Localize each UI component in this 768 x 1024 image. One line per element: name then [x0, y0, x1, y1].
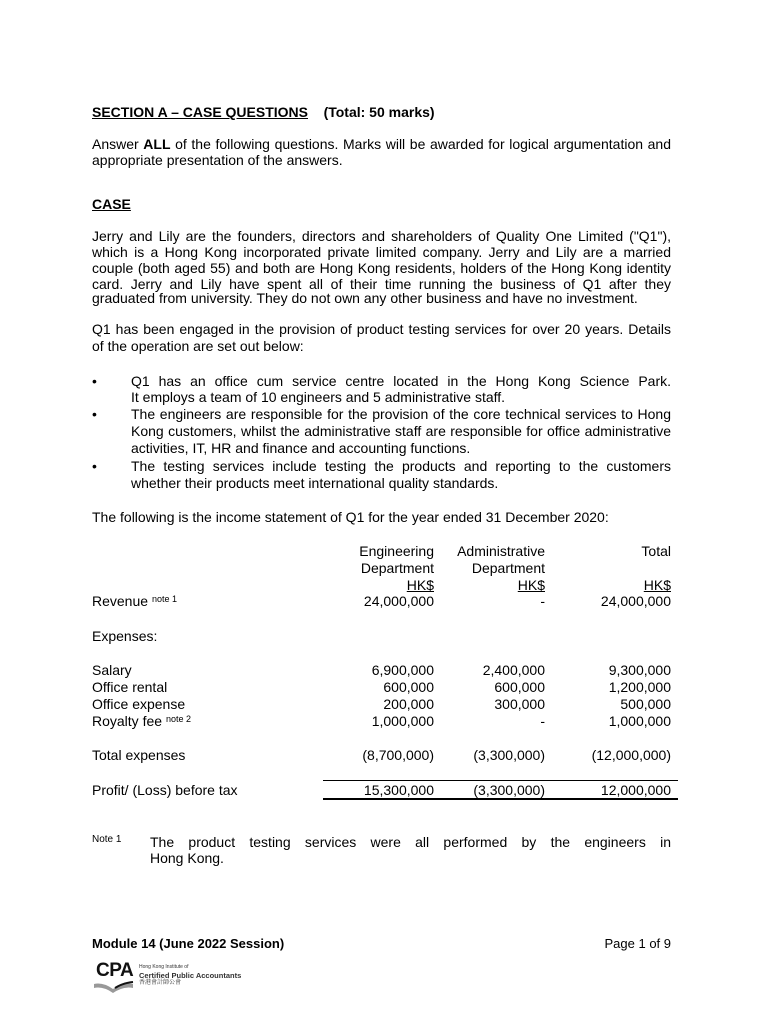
- profit-label: Profit/ (Loss) before tax: [92, 782, 238, 798]
- case-heading: CASE: [92, 196, 131, 212]
- revenue-label: Revenue $^{note 1}$: [92, 593, 177, 609]
- expense-label: Salary: [92, 662, 132, 678]
- header-eng-1: Engineering: [359, 543, 434, 559]
- expense-total: 1,000,000: [608, 713, 671, 729]
- header-eng-2: Department: [360, 560, 434, 576]
- header-admin-2: Department: [471, 560, 545, 576]
- income-statement-intro: The following is the income statement of Q1 for the year ended 31 December 2020:: [92, 509, 609, 525]
- revenue-total: 24,000,000: [600, 593, 671, 609]
- expenses-label: Expenses:: [92, 628, 158, 644]
- expense-admin: 600,000: [494, 679, 545, 695]
- total-expenses-eng: (8,700,000): [362, 747, 434, 763]
- expense-label: Royalty fee $^{note 2}$: [92, 713, 191, 729]
- profit-admin: (3,300,000): [473, 782, 545, 798]
- expense-admin: 2,400,000: [482, 662, 545, 678]
- expense-eng: 200,000: [383, 696, 434, 712]
- logo-line3: 香港會計師公會: [139, 980, 182, 986]
- header-admin-currency: HK$: [517, 577, 545, 593]
- bullet-icon: •: [92, 373, 97, 389]
- para2-line: of the operation are set out below:: [92, 338, 304, 354]
- footer-page: Page 1 of 9: [604, 936, 671, 951]
- top-rule: [323, 780, 678, 781]
- header-admin-1: Administrative: [457, 543, 545, 559]
- bullet-line: whether their products meet international quality standards.: [131, 475, 499, 491]
- note1-line: Hong Kong.: [150, 850, 224, 866]
- footer-module: Module 14 (June 2022 Session): [92, 936, 285, 951]
- expense-admin: 300,000: [494, 696, 545, 712]
- expense-admin: -: [540, 713, 545, 729]
- expense-total: 9,300,000: [608, 662, 671, 678]
- logo-line2: Certified Public Accountants: [139, 971, 242, 980]
- revenue-admin: -: [540, 593, 545, 609]
- total-expenses-label: Total expenses: [92, 747, 186, 763]
- expense-eng: 600,000: [383, 679, 434, 695]
- expense-total: 500,000: [620, 696, 671, 712]
- expense-total: 1,200,000: [608, 679, 671, 695]
- profit-eng: 15,300,000: [363, 782, 434, 798]
- instructions-line-2: appropriate presentation of the answers.: [92, 152, 343, 168]
- bottom-rule: [323, 798, 678, 800]
- section-title-text: SECTION A – CASE QUESTIONS: [92, 104, 308, 120]
- bullet-line: The engineers are responsible for the provision of the core technical services to Hong: [131, 406, 671, 422]
- logo-book-icon: [93, 981, 135, 994]
- para1-line: graduated from university. They do not own any other business and have no investment.: [92, 290, 638, 306]
- expense-label: Office expense: [92, 696, 186, 712]
- logo-mark: CPA: [96, 960, 134, 981]
- bullet-icon: •: [92, 406, 97, 422]
- bullet-icon: •: [92, 458, 97, 474]
- expense-eng: 1,000,000: [371, 713, 434, 729]
- para1-line: Jerry and Lily are the founders, directors and shareholders of Quality One Limited ("Q1"),: [92, 228, 671, 244]
- profit-total: 12,000,000: [600, 782, 671, 798]
- total-expenses-admin: (3,300,000): [473, 747, 545, 763]
- logo-line1: Hong Kong Institute of: [139, 964, 189, 970]
- bullet-line: Q1 has an office cum service centre located in the Hong Kong Science Park.: [131, 373, 671, 389]
- para1-line: couple (both aged 55) and both are Hong Kong residents, holders of the Hong Kong identity: [92, 260, 671, 276]
- revenue-eng: 24,000,000: [363, 593, 434, 609]
- header-eng-currency: HK$: [406, 577, 434, 593]
- note1-label: Note 1: [92, 834, 122, 845]
- total-expenses-total: (12,000,000): [591, 747, 671, 763]
- bullet-line: activities, IT, HR and finance and accounting functions.: [131, 440, 471, 456]
- instructions-line-1: Answer ALL of the following questions. Marks will be awarded for logical argumentation and: [92, 136, 671, 152]
- expense-label: Office rental: [92, 679, 168, 695]
- para1-line: card. Jerry and Lily have spent all of their time running the business of Q1 after they: [92, 276, 671, 292]
- hkicpa-logo: [93, 960, 253, 996]
- bullet-line: The testing services include testing the products and reporting to the customers: [131, 458, 671, 474]
- bullet-line: It employs a team of 10 engineers and 5 administrative staff.: [131, 389, 506, 405]
- para1-line: which is a Hong Kong incorporated private limited company. Jerry and Lily are a married: [92, 244, 671, 260]
- expense-eng: 6,900,000: [371, 662, 434, 678]
- section-title: [92, 104, 435, 120]
- para2-line: Q1 has been engaged in the provision of product testing services for over 20 years. Details: [92, 321, 671, 337]
- header-total: Total: [641, 543, 671, 559]
- header-total-currency: HK$: [643, 577, 671, 593]
- section-total: (Total: 50 marks): [323, 104, 435, 120]
- bullet-line: Kong customers, whilst the administrative staff are responsible for office administrative: [131, 423, 671, 439]
- note1-line: The product testing services were all performed by the engineers in: [150, 834, 671, 850]
